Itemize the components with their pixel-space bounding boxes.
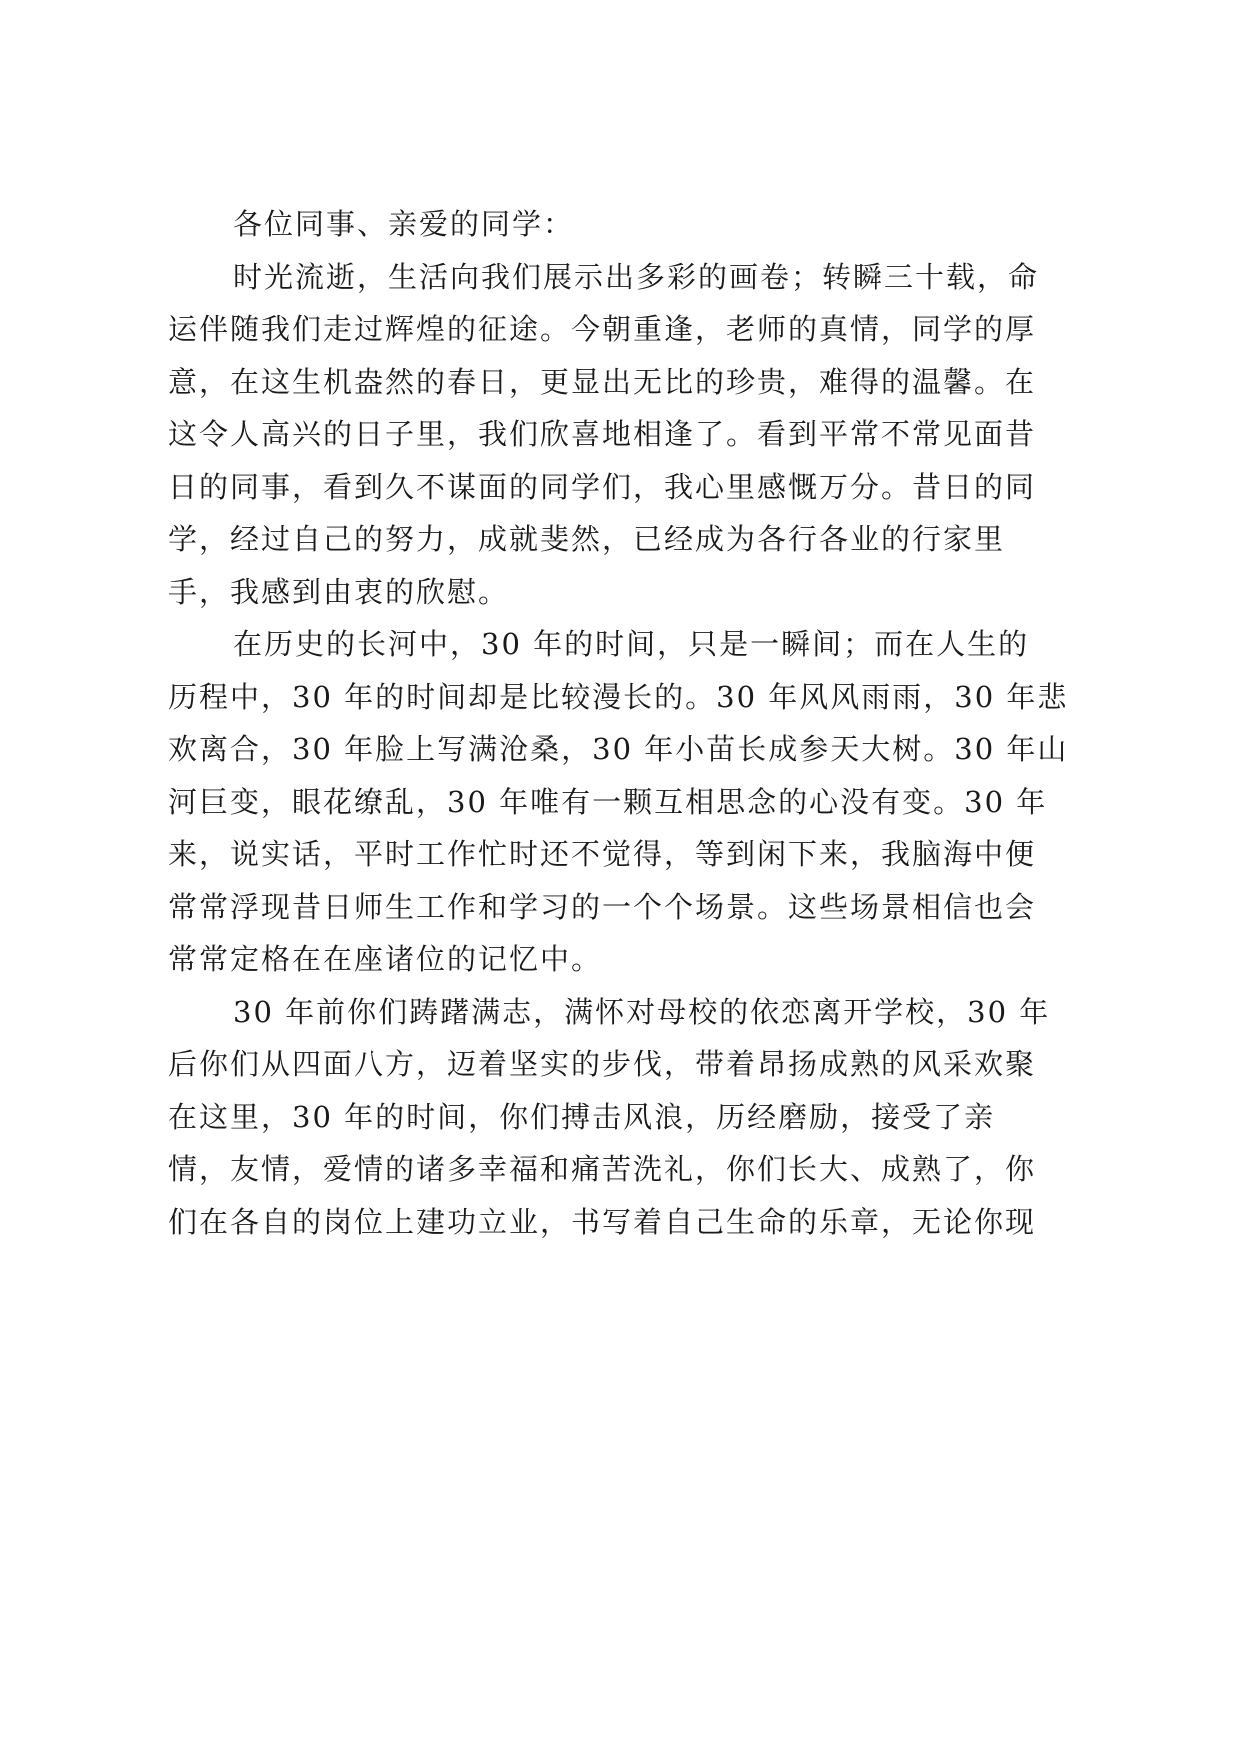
paragraph-line: 来，说实话，平时工作忙时还不觉得，等到闲下来，我脑海中便 (168, 837, 1037, 871)
paragraph-line: 常常浮现昔日师生工作和学习的一个个场景。这些场景相信也会 (168, 889, 1037, 924)
paragraph-line: 在这里，30 年的时间，你们搏击风浪，历经磨励，接受了亲 (168, 1099, 996, 1134)
paragraph-line: 手，我感到由衷的欣慰。 (168, 574, 510, 609)
paragraph-line: 历程中，30 年的时间却是比较漫长的。30 年风风雨雨，30 年悲 (168, 679, 1069, 714)
paragraph-line: 30 年前你们踌躇满志，满怀对母校的依恋离开学校，30 年 (233, 994, 1051, 1029)
paragraph-line: 时光流逝，生活向我们展示出多彩的画卷；转瞬三十载，命 (233, 259, 1040, 294)
paragraph-line: 运伴随我们走过辉煌的征途。今朝重逢，老师的真情，同学的厚 (168, 312, 1037, 346)
paragraph-line: 在历史的长河中，30 年的时间，只是一瞬间；而在人生的 (233, 627, 1030, 661)
paragraph-1 (168, 251, 1098, 619)
document-body (168, 198, 1098, 1248)
paragraph-line: 情，友情，爱情的诸多幸福和痛苦洗礼，你们长大、成熟了，你 (168, 1152, 1037, 1186)
paragraph-line: 常常定格在在座诸位的记忆中。 (168, 942, 603, 976)
paragraph-3 (168, 986, 1098, 1249)
paragraph-2 (168, 618, 1098, 986)
paragraph-line: 后你们从四面八方，迈着坚实的步伐，带着昂扬成熟的风采欢聚 (168, 1047, 1037, 1081)
paragraph-line: 欢离合，30 年脸上写满沧桑，30 年小苗长成参天大树。30 年山 (168, 732, 1069, 766)
paragraph-line: 学，经过自己的努力，成就斐然，已经成为各行各业的行家里 (168, 522, 1006, 556)
paragraph-line: 们在各自的岗位上建功立业，书写着自己生命的乐章，无论你现 (168, 1204, 1037, 1239)
paragraph-line: 河巨变，眼花缭乱，30 年唯有一颗互相思念的心没有变。30 年 (168, 784, 1048, 819)
paragraph-line: 日的同事，看到久不谋面的同学们，我心里感慨万分。昔日的同 (168, 469, 1037, 504)
salutation: 各位同事、亲爱的同学： (233, 207, 575, 241)
paragraph-line: 意，在这生机盎然的春日，更显出无比的珍贵，难得的温馨。在 (168, 364, 1037, 399)
paragraph-line: 这令人高兴的日子里，我们欣喜地相逢了。看到平常不常见面昔 (168, 417, 1037, 451)
